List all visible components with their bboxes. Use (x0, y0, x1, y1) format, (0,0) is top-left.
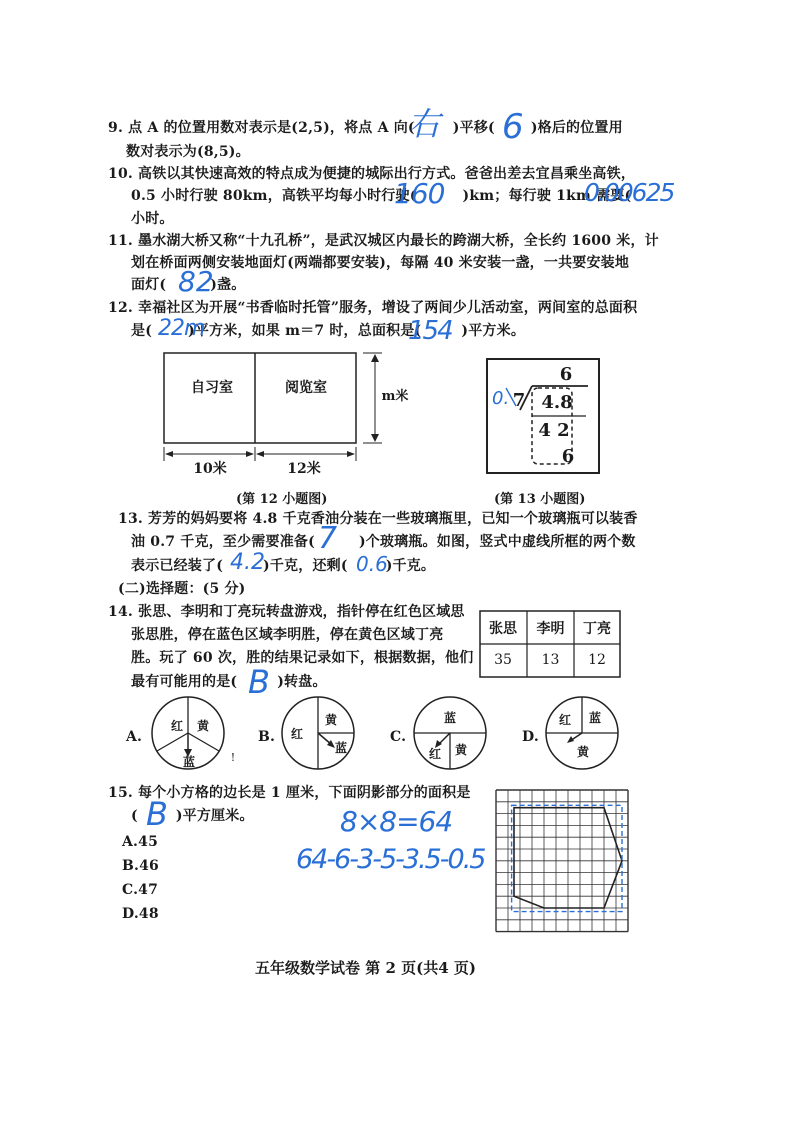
q15-option-c[interactable]: C.47 (122, 882, 159, 898)
q14-answer: B (248, 663, 270, 701)
option-c-label: C. (390, 729, 407, 745)
q13-figure (486, 358, 600, 474)
section-choice-title: (二)选择题：(5 分) (118, 581, 246, 597)
room-reading: 阅览室 (285, 380, 327, 396)
q11-answer: 82 (178, 265, 214, 298)
q9-answer-steps: 6 (502, 107, 524, 147)
q12-caption: (第 12 小题图) (236, 492, 328, 507)
q15-option-d[interactable]: D.48 (122, 906, 159, 922)
width1-label: 10米 (193, 461, 227, 477)
q14-line3: 胜。玩了 60 次，胜的结果记录如下，根据数据，他们 (131, 650, 474, 666)
option-b-red: 红 (290, 727, 303, 741)
q13-line1: 13. 芳芳的妈妈要将 4.8 千克香油分装在一些玻璃瓶里，已知一个玻璃瓶可以装香 (118, 511, 638, 527)
width2-label: 12米 (287, 461, 321, 477)
q12-figure (150, 345, 420, 485)
q12-answer-expression: 22m (158, 316, 205, 341)
q11-line2: 划在桥面两侧安装地面灯(两端都要安装)，每隔 40 米安装一盏，一共要安装地 (131, 255, 630, 271)
q15-work-line1: 8×8=64 (340, 805, 453, 838)
page-footer: 五年级数学试卷 第 2 页(共4 页) (255, 959, 476, 977)
option-c-blue: 蓝 (443, 711, 456, 725)
spinner-option-d[interactable] (522, 695, 632, 775)
option-c-red: 红 (428, 747, 441, 761)
option-a-yellow: 黄 (196, 719, 209, 733)
spinner-option-a[interactable] (124, 695, 236, 775)
q13-quotient: 6 (559, 364, 573, 385)
q10-answer-speed: 160 (394, 177, 445, 210)
table-value-zhangsi: 35 (494, 652, 512, 668)
q9-line1: 9. 点 A 的位置用数对表示是(2,5)，将点 A 向( )平移( )格后的位置用 (108, 120, 623, 136)
option-b-yellow: 黄 (324, 713, 337, 727)
option-a-red: 红 (170, 719, 183, 733)
q12-line2: 是( )平方米，如果 m＝7 时，总面积是( )平方米。 (131, 323, 526, 339)
q13-divisor: 7 (512, 390, 526, 411)
q14-results-table (479, 610, 621, 678)
q10-line2: 0.5 小时行驶 80km，高铁平均每小时行驶( )km；每行驶 1km 需要( (131, 188, 632, 204)
q13-answer-filled: 4.2 (230, 550, 265, 575)
q13-answer-left: 0.6 (356, 552, 388, 576)
q13-remainder: 6 (561, 446, 575, 467)
option-d-blue: 蓝 (588, 711, 601, 725)
q13-dividend: 4.8 (541, 392, 573, 413)
table-value-dingliang: 12 (588, 652, 606, 668)
q15-option-b[interactable]: B.46 (122, 858, 159, 874)
spinner-option-c[interactable] (390, 695, 500, 775)
q13-divisor-handwritten: 0. (492, 388, 510, 409)
stray-mark: ! (230, 751, 236, 764)
height-label: m米 (381, 389, 409, 404)
q15-line1: 15. 每个小方格的边长是 1 厘米，下面阴影部分的面积是 (108, 785, 471, 801)
option-c-yellow: 黄 (454, 743, 467, 757)
q13-line3: 表示已经装了( )千克，还剩( )千克。 (131, 558, 436, 574)
q15-line2: ( )平方厘米。 (131, 808, 254, 824)
option-a-label: A. (126, 729, 143, 745)
option-d-label: D. (522, 729, 539, 745)
option-a-blue: 蓝 (182, 755, 195, 769)
q12-line1: 12. 幸福社区为开展“书香临时托管”服务，增设了两间少儿活动室，两间室的总面积 (108, 300, 638, 316)
q14-line2: 张思胜，停在蓝色区域李明胜，停在黄色区域丁亮 (131, 627, 444, 643)
q15-work-line2: 64-6-3-5-3.5-0.5 (296, 844, 485, 875)
option-d-red: 红 (558, 713, 571, 727)
q10-line1: 10. 高铁以其快速高效的特点成为便捷的城际出行方式。爸爸出差去宜昌乘坐高铁， (108, 166, 636, 182)
option-b-blue: 蓝 (334, 741, 347, 755)
q10-line3: 小时。 (131, 211, 174, 227)
q11-line3: 面灯( )盏。 (131, 277, 246, 293)
table-header-liming: 李明 (536, 621, 565, 637)
table-header-dingliang: 丁亮 (583, 621, 611, 637)
q12-answer-area: 154 (408, 316, 452, 346)
option-d-yellow: 黄 (576, 745, 589, 759)
q13-line2: 油 0.7 千克，至少需要准备( )个玻璃瓶。如图，竖式中虚线所框的两个数 (131, 534, 636, 550)
handwritten-bounding-box (512, 805, 622, 911)
spinner-option-b[interactable] (258, 695, 368, 775)
table-value-liming: 13 (541, 652, 560, 668)
q9-line2: 数对表示为(8,5)。 (126, 144, 250, 160)
room-self-study: 自习室 (191, 380, 233, 396)
q15-option-a[interactable]: A.45 (122, 834, 159, 850)
q13-product: 4 2 (538, 420, 570, 441)
q15-answer: B (146, 795, 168, 833)
q13-answer-bottles: 7 (318, 521, 338, 556)
q11-line1: 11. 墨水湖大桥又称“十九孔桥”，是武汉城区内最长的跨湖大桥，全长约 1600 米，计 (108, 233, 659, 249)
q10-answer-time: 0.00625 (584, 178, 674, 207)
q15-grid-figure (494, 788, 632, 934)
table-header-zhangsi: 张思 (489, 621, 517, 637)
q9-answer-direction: 右 (408, 105, 441, 143)
q14-line1: 14. 张思、李明和丁亮玩转盘游戏，指针停在红色区域思 (108, 604, 465, 620)
q13-caption: (第 13 小题图) (494, 492, 586, 507)
q14-line4: 最有可能用的是( )转盘。 (131, 674, 327, 690)
option-b-label: B. (258, 729, 276, 745)
